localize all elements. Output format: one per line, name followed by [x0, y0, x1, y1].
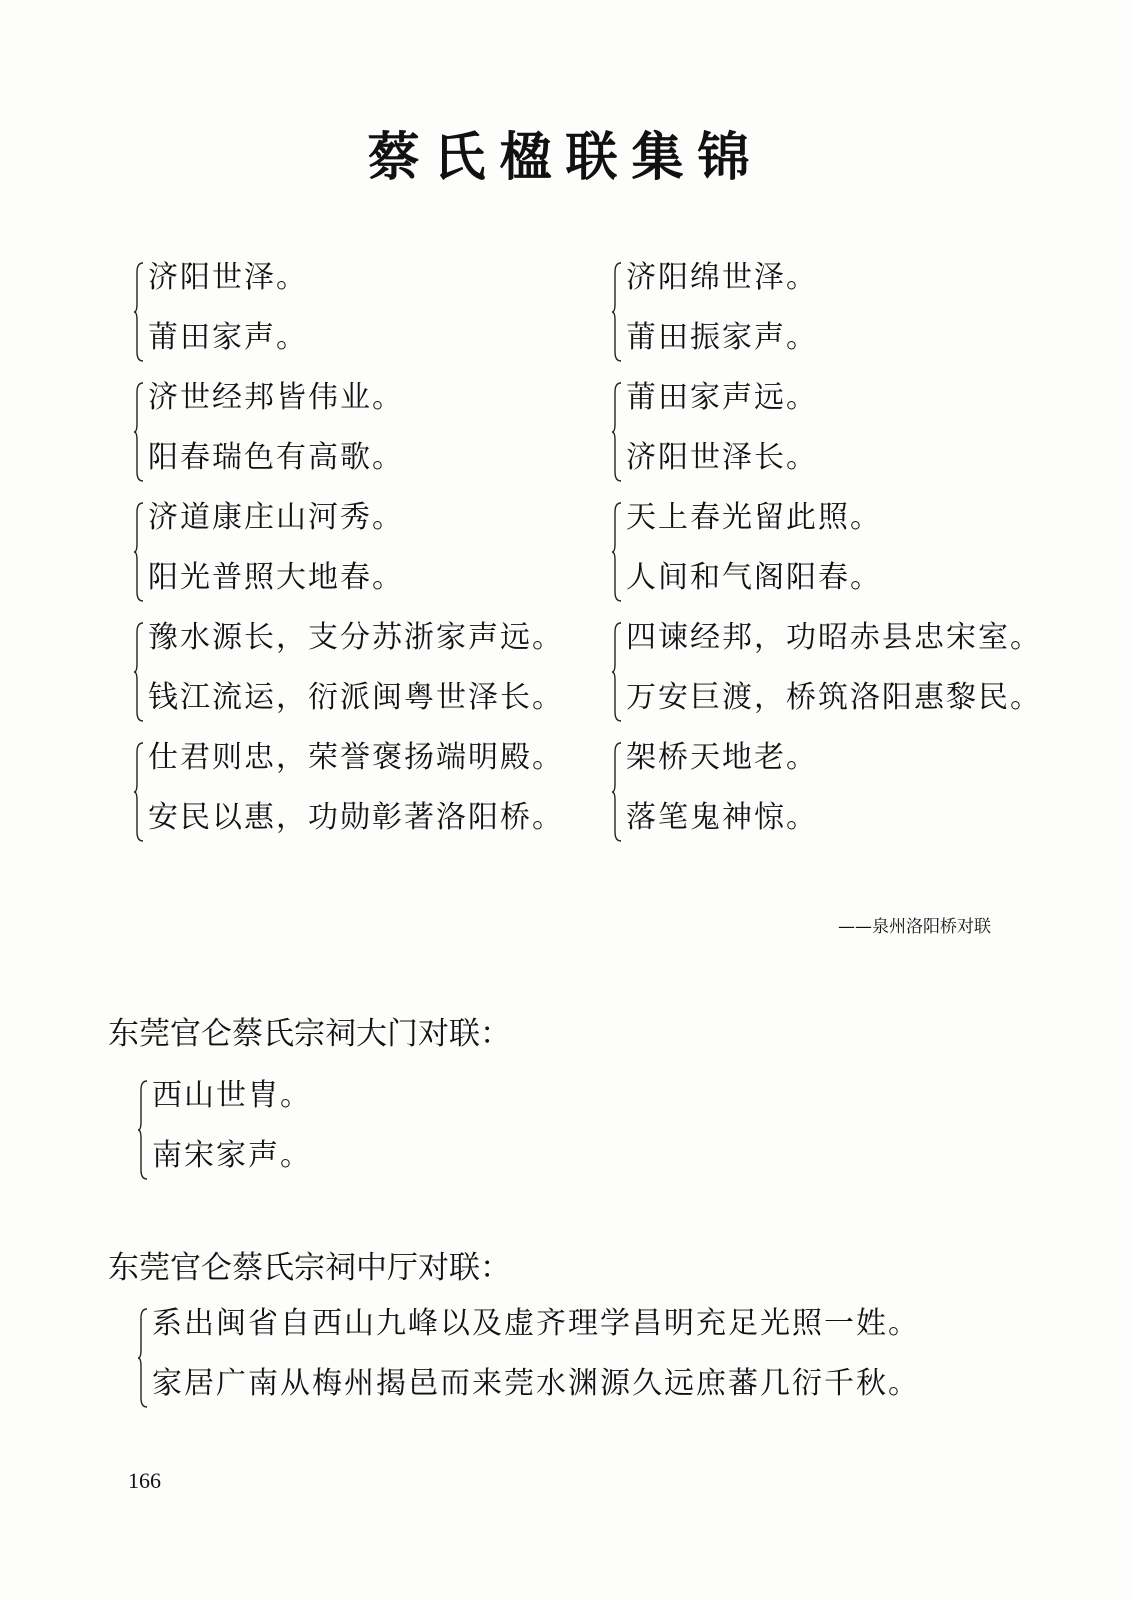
couplet-upper-line: 济阳绵世泽。	[626, 260, 818, 295]
couplet-lower-line: 阳春瑞色有高歌。	[148, 440, 404, 475]
page-title: 蔡氏楹联集锦	[367, 128, 764, 188]
brace-icon	[134, 622, 144, 722]
couplet-upper-line: 济阳世泽。	[148, 260, 308, 295]
page-number: 166	[128, 1468, 161, 1493]
couplet-lower-line: 南宋家声。	[152, 1138, 312, 1173]
couplet-upper-line: 天上春光留此照。	[626, 500, 882, 535]
couplet-lower-line: 阳光普照大地春。	[148, 560, 404, 595]
couplet-upper-line: 济道康庄山河秀。	[148, 500, 404, 535]
couplet-upper-line: 豫水源长，支分苏浙家声远。	[148, 620, 564, 655]
brace-icon	[134, 382, 144, 482]
couplet-upper-line: 莆田家声远。	[626, 380, 818, 415]
brace-icon	[612, 262, 622, 362]
couplet-upper-line: 架桥天地老。	[626, 740, 818, 775]
brace-icon	[138, 1308, 148, 1408]
couplet-lower-line: 安民以惠，功勋彰著洛阳桥。	[148, 800, 564, 835]
couplet-lower-line: 家居广南从梅州揭邑而来莞水渊源久远庶蕃几衍千秋。	[152, 1366, 920, 1401]
brace-icon	[612, 622, 622, 722]
brace-icon	[134, 502, 144, 602]
couplet-lower-line: 莆田振家声。	[626, 320, 818, 355]
section-heading-middle-hall: 东莞官仑蔡氏宗祠中厅对联：	[108, 1250, 511, 1286]
couplet-upper-line: 西山世胄。	[152, 1078, 312, 1113]
brace-icon	[134, 742, 144, 842]
couplet-upper-line: 四谏经邦，功昭赤县忠宋室。	[626, 620, 1042, 655]
couplet-lower-line: 济阳世泽长。	[626, 440, 818, 475]
couplet-lower-line: 万安巨渡，桥筑洛阳惠黎民。	[626, 680, 1042, 715]
section-heading-main-gate: 东莞官仑蔡氏宗祠大门对联：	[108, 1016, 511, 1052]
brace-icon	[612, 502, 622, 602]
brace-icon	[612, 742, 622, 842]
brace-icon	[134, 262, 144, 362]
couplet-lower-line: 钱江流运，衍派闽粤世泽长。	[148, 680, 564, 715]
couplet-lower-line: 落笔鬼神惊。	[626, 800, 818, 835]
couplet-lower-line: 莆田家声。	[148, 320, 308, 355]
attribution: ——泉州洛阳桥对联	[838, 917, 991, 937]
couplet-upper-line: 仕君则忠，荣誉褒扬端明殿。	[148, 740, 564, 775]
brace-icon	[138, 1080, 148, 1180]
couplet-upper-line: 济世经邦皆伟业。	[148, 380, 404, 415]
couplet-upper-line: 系出闽省自西山九峰以及虚齐理学昌明充足光照一姓。	[152, 1306, 920, 1341]
couplet-lower-line: 人间和气阁阳春。	[626, 560, 882, 595]
brace-icon	[612, 382, 622, 482]
